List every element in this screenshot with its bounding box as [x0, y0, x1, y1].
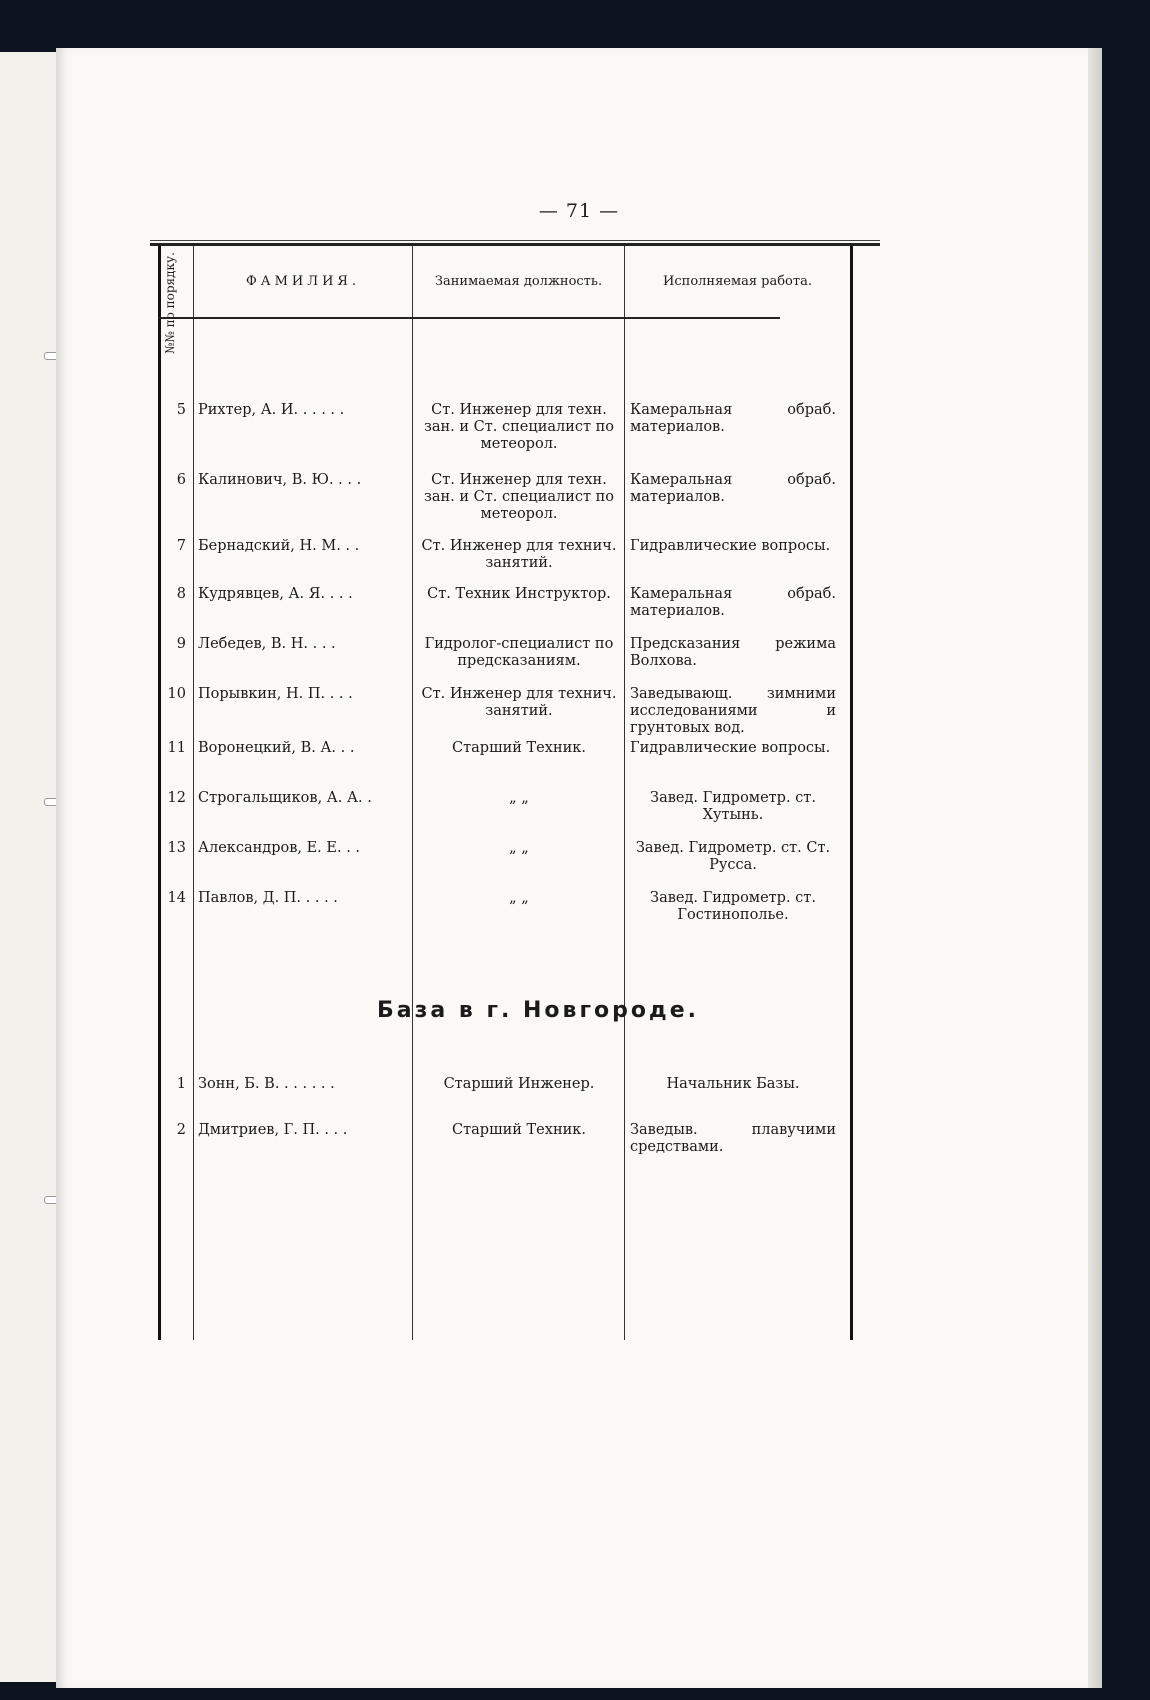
row-work: Предсказания режима Волхова.	[630, 636, 836, 669]
previous-page-edge	[0, 52, 58, 1682]
row-surname: Зонн, Б. В. . . . . . .	[198, 1076, 335, 1092]
table-right-border	[850, 246, 853, 1340]
row-work: Заведыв. плавучими средствами.	[630, 1122, 836, 1155]
row-position: „ „	[509, 890, 529, 906]
header-number: №№ по порядку.	[163, 252, 177, 354]
row-position: Старший Техник.	[452, 740, 586, 756]
row-surname: Лебедев, В. Н. . . .	[198, 636, 336, 652]
row-number: 1	[176, 1076, 186, 1092]
row-number: 7	[176, 538, 186, 554]
page-edge	[1088, 48, 1102, 1688]
row-surname: Воронецкий, В. А. . .	[198, 740, 355, 756]
row-number: 11	[167, 740, 186, 756]
row-surname: Бернадский, Н. М. . .	[198, 538, 360, 554]
row-work: Завед. Гидрометр. ст. Гостинополье.	[650, 890, 816, 923]
row-number: 9	[176, 636, 186, 652]
row-surname: Дмитриев, Г. П. . . .	[198, 1122, 348, 1138]
row-work: Камеральная обраб. материалов.	[630, 586, 836, 619]
row-position: „ „	[509, 840, 529, 856]
row-number: 12	[167, 790, 186, 806]
table-top-rule-thin	[150, 240, 880, 241]
row-surname: Порывкин, Н. П. . . .	[198, 686, 353, 702]
row-work: Камеральная обраб. материалов.	[630, 472, 836, 505]
row-work: Гидравлические вопросы.	[630, 740, 831, 756]
column-divider	[193, 246, 194, 1340]
row-number: 14	[167, 890, 186, 906]
row-number: 2	[176, 1122, 186, 1138]
row-number: 5	[176, 402, 186, 418]
column-divider	[624, 246, 625, 1340]
book-page	[56, 48, 1102, 1688]
row-surname: Павлов, Д. П. . . . .	[198, 890, 338, 906]
row-surname: Рихтер, А. И. . . . . .	[198, 402, 345, 418]
row-surname: Калинович, В. Ю. . . .	[198, 472, 362, 488]
row-surname: Строгальщиков, А. А. .	[198, 790, 372, 806]
header-position: Занимаемая должность.	[434, 273, 603, 289]
row-work: Гидравлические вопросы.	[630, 538, 831, 554]
row-number: 8	[176, 586, 186, 602]
row-position: „ „	[509, 790, 529, 806]
row-position: Ст. Инженер для технич. занятий.	[421, 538, 617, 571]
header-work: Исполняемая работа.	[663, 273, 812, 289]
staff-table	[150, 240, 926, 1340]
header-bottom-rule	[158, 317, 780, 319]
header-surname: ФАМИЛИЯ.	[245, 273, 361, 289]
row-position: Гидролог-специалист по предсказаниям.	[424, 636, 614, 669]
row-work: Заведывающ. зимними исследованиями и грунтовых вод.	[630, 686, 836, 736]
row-position: Ст. Техник Инструктор.	[427, 586, 611, 602]
row-number: 13	[167, 840, 186, 856]
row-work: Завед. Гидрометр. ст. Ст. Русса.	[635, 840, 831, 873]
column-divider	[412, 246, 413, 1340]
row-surname: Кудрявцев, А. Я. . . .	[198, 586, 353, 602]
section-title: База в г. Новгороде.	[377, 998, 699, 1023]
row-position: Ст. Инженер для технич. занятий.	[421, 686, 617, 719]
row-position: Ст. Инженер для техн. зан. и Ст. специалист по метеорол.	[423, 472, 615, 522]
row-number: 10	[167, 686, 186, 702]
row-position: Ст. Инженер для техн. зан. и Ст. специалист по метеорол.	[423, 402, 615, 452]
row-work: Завед. Гидрометр. ст. Хутынь.	[650, 790, 816, 823]
row-position: Старший Техник.	[452, 1122, 586, 1138]
row-position: Старший Инженер.	[443, 1076, 595, 1092]
row-number: 6	[176, 472, 186, 488]
page-number: — 71 —	[538, 200, 620, 222]
row-work: Камеральная обраб. материалов.	[630, 402, 836, 435]
row-surname: Александров, Е. Е. . .	[198, 840, 361, 856]
row-work: Начальник Базы.	[666, 1076, 800, 1092]
